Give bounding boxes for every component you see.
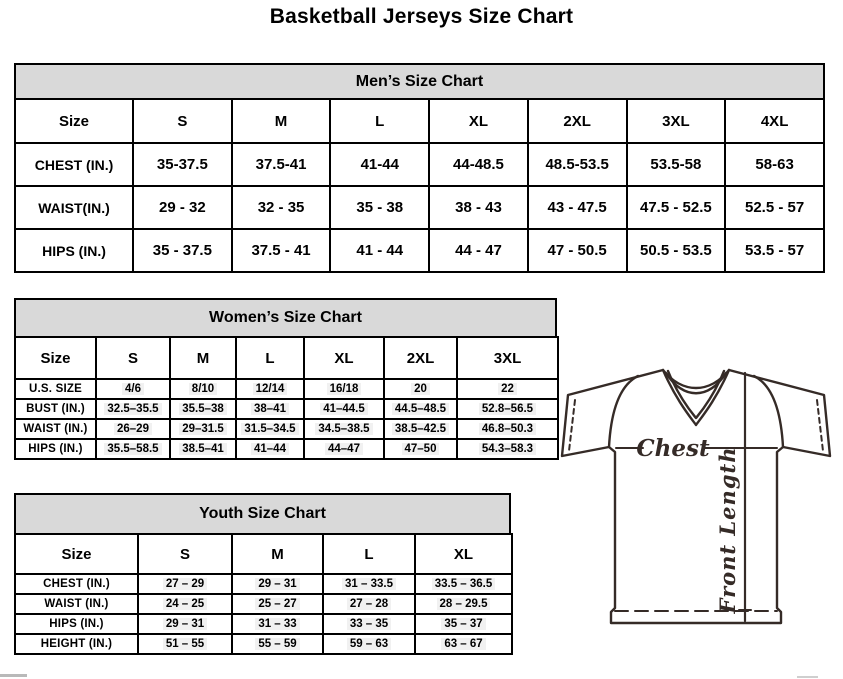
size-column-header: M	[232, 534, 323, 574]
size-column-header: 3XL	[457, 337, 558, 379]
collar-back-arc-outer	[663, 370, 729, 388]
measurement-row	[15, 594, 512, 614]
measurement-value-cell: 46.8–50.3	[457, 419, 558, 439]
measurement-row-label: WAIST(IN.)	[15, 186, 133, 229]
measurement-value-cell: 4/6	[96, 379, 170, 399]
left-sleeve-hem-dashed	[569, 400, 575, 451]
measurement-value-cell: 54.3–58.3	[457, 439, 558, 459]
youth-table	[14, 533, 513, 655]
measurement-value-cell: 12/14	[236, 379, 304, 399]
measurement-row-label: HIPS (IN.)	[15, 439, 96, 459]
measurement-row-label: HIPS (IN.)	[15, 614, 138, 634]
size-column-header: L	[236, 337, 304, 379]
measurement-value-cell: 47.5 - 52.5	[627, 186, 726, 229]
scrollbar-fragment-right[interactable]	[797, 676, 818, 678]
measurement-value-cell: 43 - 47.5	[528, 186, 627, 229]
measurement-value-cell: 8/10	[170, 379, 236, 399]
size-column-header: S	[133, 99, 232, 143]
mens-table	[14, 98, 825, 273]
size-corner-label: Size	[15, 534, 138, 574]
jersey-measurement-diagram	[552, 358, 843, 673]
measurement-row	[15, 143, 824, 186]
measurement-value-cell: 41-44	[330, 143, 429, 186]
measurement-value-cell: 44–47	[304, 439, 384, 459]
size-header-row	[15, 534, 512, 574]
measurement-value-cell: 37.5-41	[232, 143, 331, 186]
measurement-value-cell: 29 – 31	[232, 574, 323, 594]
chest-label: Chest	[636, 435, 710, 462]
measurement-value-cell: 38.5–41	[170, 439, 236, 459]
measurement-row-label: CHEST (IN.)	[15, 143, 133, 186]
size-corner-label: Size	[15, 99, 133, 143]
measurement-value-cell: 35-37.5	[133, 143, 232, 186]
measurement-row-label: HEIGHT (IN.)	[15, 634, 138, 654]
size-column-header: M	[170, 337, 236, 379]
measurement-value-cell: 52.5 - 57	[725, 186, 824, 229]
size-column-header: S	[138, 534, 232, 574]
measurement-row-label: U.S. SIZE	[15, 379, 96, 399]
measurement-value-cell: 35 - 38	[330, 186, 429, 229]
measurement-value-cell: 53.5-58	[627, 143, 726, 186]
youth-table-title: Youth Size Chart	[14, 493, 511, 535]
measurement-value-cell: 24 – 25	[138, 594, 232, 614]
front-length-label: Front Length	[715, 446, 740, 614]
size-column-header: XL	[415, 534, 512, 574]
measurement-value-cell: 55 – 59	[232, 634, 323, 654]
size-column-header: 4XL	[725, 99, 824, 143]
right-sleeve-hem-dashed	[817, 400, 823, 451]
measurement-value-cell: 53.5 - 57	[725, 229, 824, 272]
size-corner-label: Size	[15, 337, 96, 379]
measurement-row	[15, 614, 512, 634]
measurement-value-cell: 47 - 50.5	[528, 229, 627, 272]
measurement-value-cell: 16/18	[304, 379, 384, 399]
size-column-header: L	[330, 99, 429, 143]
measurement-row-label: WAIST (IN.)	[15, 594, 138, 614]
measurement-value-cell: 28 – 29.5	[415, 594, 512, 614]
womens-table	[14, 336, 559, 460]
size-column-header: M	[232, 99, 331, 143]
measurement-value-cell: 52.8–56.5	[457, 399, 558, 419]
measurement-row	[15, 229, 824, 272]
size-column-header: XL	[429, 99, 528, 143]
size-header-row	[15, 337, 558, 379]
measurement-value-cell: 26–29	[96, 419, 170, 439]
measurement-value-cell: 31.5–34.5	[236, 419, 304, 439]
measurement-value-cell: 35.5–58.5	[96, 439, 170, 459]
measurement-value-cell: 33.5 – 36.5	[415, 574, 512, 594]
mens-size-table	[14, 63, 825, 273]
measurement-value-cell: 35.5–38	[170, 399, 236, 419]
size-column-header: S	[96, 337, 170, 379]
measurement-value-cell: 27 – 28	[323, 594, 415, 614]
right-sleeve-seam	[754, 376, 783, 447]
measurement-value-cell: 51 – 55	[138, 634, 232, 654]
jersey-outline	[562, 370, 830, 623]
measurement-value-cell: 32.5–35.5	[96, 399, 170, 419]
size-column-header: 2XL	[528, 99, 627, 143]
measurement-value-cell: 63 – 67	[415, 634, 512, 654]
measurement-value-cell: 38.5–42.5	[384, 419, 457, 439]
size-header-row	[15, 99, 824, 143]
measurement-row	[15, 399, 558, 419]
measurement-value-cell: 33 – 35	[323, 614, 415, 634]
measurement-value-cell: 35 - 37.5	[133, 229, 232, 272]
collar-back-arc-inner	[666, 373, 726, 393]
measurement-value-cell: 35 – 37	[415, 614, 512, 634]
measurement-row	[15, 379, 558, 399]
measurement-value-cell: 58-63	[725, 143, 824, 186]
measurement-value-cell: 29 – 31	[138, 614, 232, 634]
size-column-header: 2XL	[384, 337, 457, 379]
size-column-header: XL	[304, 337, 384, 379]
measurement-value-cell: 20	[384, 379, 457, 399]
measurement-row	[15, 574, 512, 594]
page-title: Basketball Jerseys Size Chart	[269, 5, 574, 28]
measurement-value-cell: 38 - 43	[429, 186, 528, 229]
measurement-value-cell: 44 - 47	[429, 229, 528, 272]
measurement-row	[15, 419, 558, 439]
measurement-value-cell: 41–44	[236, 439, 304, 459]
measurement-value-cell: 44-48.5	[429, 143, 528, 186]
measurement-value-cell: 27 – 29	[138, 574, 232, 594]
measurement-value-cell: 31 – 33.5	[323, 574, 415, 594]
measurement-value-cell: 47–50	[384, 439, 457, 459]
measurement-row	[15, 634, 512, 654]
measurement-value-cell: 32 - 35	[232, 186, 331, 229]
womens-size-table	[14, 298, 557, 460]
measurement-value-cell: 41 - 44	[330, 229, 429, 272]
mens-table-title: Men’s Size Chart	[14, 63, 825, 100]
measurement-row-label: WAIST (IN.)	[15, 419, 96, 439]
size-column-header: 3XL	[627, 99, 726, 143]
youth-size-table	[14, 493, 511, 655]
scrollbar-fragment-left[interactable]	[0, 674, 27, 677]
measurement-row	[15, 186, 824, 229]
measurement-value-cell: 25 – 27	[232, 594, 323, 614]
measurement-value-cell: 37.5 - 41	[232, 229, 331, 272]
size-column-header: L	[323, 534, 415, 574]
measurement-row-label: HIPS (IN.)	[15, 229, 133, 272]
measurement-value-cell: 59 – 63	[323, 634, 415, 654]
measurement-row-label: BUST (IN.)	[15, 399, 96, 419]
measurement-value-cell: 29–31.5	[170, 419, 236, 439]
measurement-value-cell: 44.5–48.5	[384, 399, 457, 419]
measurement-value-cell: 41–44.5	[304, 399, 384, 419]
measurement-row-label: CHEST (IN.)	[15, 574, 138, 594]
measurement-value-cell: 22	[457, 379, 558, 399]
womens-table-title: Women’s Size Chart	[14, 298, 557, 338]
measurement-value-cell: 38–41	[236, 399, 304, 419]
measurement-value-cell: 31 – 33	[232, 614, 323, 634]
measurement-value-cell: 50.5 - 53.5	[627, 229, 726, 272]
left-sleeve-seam	[609, 376, 638, 447]
measurement-value-cell: 34.5–38.5	[304, 419, 384, 439]
measurement-value-cell: 48.5-53.5	[528, 143, 627, 186]
measurement-value-cell: 29 - 32	[133, 186, 232, 229]
measurement-row	[15, 439, 558, 459]
